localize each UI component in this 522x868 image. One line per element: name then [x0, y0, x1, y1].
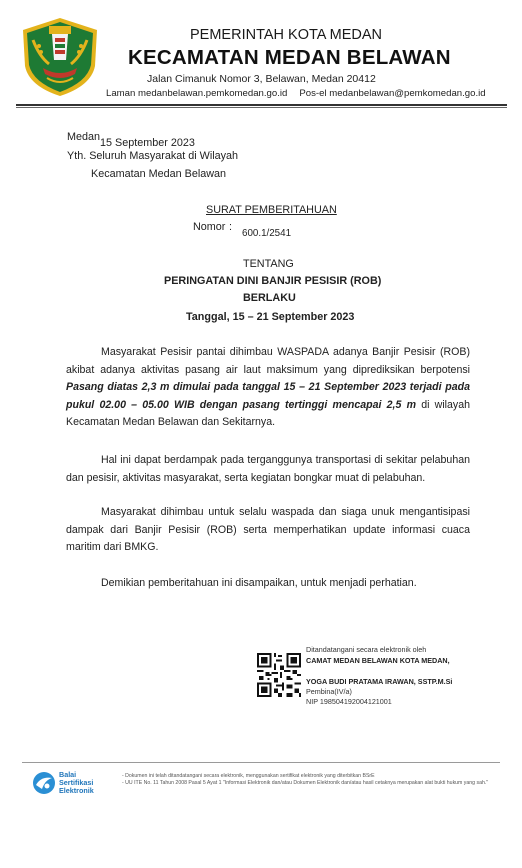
- footer-legal-note: [122, 773, 504, 787]
- footer-note-1: - Dokumen ini telah ditandatangani secara elektronik, menggunakan sertifikat elektronik yang diterbitkan BSrE: [122, 773, 375, 779]
- signature-note: Ditandatangani secara elektronik oleh: [306, 645, 427, 654]
- header-rule-thin: [16, 107, 507, 108]
- signature-name: YOGA BUDI PRATAMA IRAWAN, SSTP.M.Si: [306, 677, 453, 686]
- body-paragraph-2: [66, 452, 470, 487]
- nomor-label: Nomor: [193, 221, 226, 233]
- p2-text: Hal ini dapat berdampak pada terganggunya transportasi di sekitar pelabuhan dan pesisir, aktivitas masyarakat, serta kegiatan bongkar muat di pelabuhan.: [66, 454, 470, 484]
- bse-logo-text: [59, 771, 94, 795]
- header-website: Laman medanbelawan.pemkomedan.go.id: [106, 88, 288, 99]
- bse-line3: Elektronik: [59, 786, 94, 795]
- body-paragraph-4: [66, 575, 470, 593]
- bse-line1: Balai: [59, 770, 77, 779]
- period-heading: Tanggal, 15 – 21 September 2023: [186, 311, 355, 323]
- nomor-value: 600.1/2541: [242, 228, 292, 239]
- recipient-line1: Yth. Seluruh Masyarakat di Wilayah: [67, 150, 239, 162]
- header-rule: [16, 104, 507, 106]
- nomor-colon: :: [229, 221, 232, 233]
- signature-nip: NIP 198504192004121001: [306, 697, 392, 706]
- footer-rule: [22, 762, 500, 763]
- header-email: Pos-el medanbelawan@pemkomedan.go.id: [299, 88, 486, 99]
- header-address: Jalan Cimanuk Nomor 3, Belawan, Medan 20412: [147, 73, 376, 85]
- letter-date: 15 September 2023: [100, 137, 195, 149]
- signature-rank: Pembina(IV/a): [306, 687, 352, 696]
- bse-line2: Sertifikasi: [59, 778, 94, 787]
- subject-heading: PERINGATAN DINI BANJIR PESISIR (ROB): [164, 275, 382, 287]
- p1-emphasis: Pasang diatas 2,3 m dimulai pada tanggal 15 – 21 September 2023 terjadi pada pukul 02.00 – 05.00 WIB dengan pasang tertinggi mencapai 2,5 m: [66, 381, 470, 411]
- document-type: SURAT PEMBERITAHUAN: [206, 204, 337, 216]
- letter-city: Medan: [67, 131, 101, 143]
- qr-code: [257, 653, 301, 697]
- berlaku-heading: BERLAKU: [243, 292, 296, 304]
- body-paragraph-1: [66, 344, 470, 432]
- footer-note-2: - UU ITE No. 11 Tahun 2008 Pasal 5 Ayat 1 "Informasi Elektronik dan/atau Dokumen Elektronik dan/atau hasil cetaknya merupakan alat bukti hukum yang sah.": [122, 780, 489, 786]
- signature-position: CAMAT MEDAN BELAWAN KOTA MEDAN,: [306, 656, 450, 665]
- p4-text: Demikian pemberitahuan ini disampaikan, untuk menjadi perhatian.: [101, 577, 417, 589]
- recipient-line2: Kecamatan Medan Belawan: [91, 168, 227, 180]
- header-government: PEMERINTAH KOTA MEDAN: [190, 27, 383, 43]
- header-office-name: KECAMATAN MEDAN BELAWAN: [128, 46, 451, 69]
- header-contacts: [106, 88, 486, 99]
- body-paragraph-3: [66, 504, 470, 557]
- p1-start: Masyarakat Pesisir pantai dihimbau WASPADA adanya Banjir Pesisir (ROB) akibat adanya aktivitas pasang air laut maksimum yang diprediksikan berpotensi: [66, 346, 470, 376]
- p3-text: Masyarakat dihimbau untuk selalu waspada dan siaga unuk mengantisipasi dampak dari Banjir Pesisir (ROB) serta memperhatikan update informasi cuaca maritim dari BMKG.: [66, 506, 470, 553]
- bse-logo-icon: [31, 770, 57, 796]
- tentang-heading: TENTANG: [243, 258, 294, 270]
- p1-end: di wilayah Kecamatan Medan Belawan dan Sekitarnya.: [66, 398, 470, 428]
